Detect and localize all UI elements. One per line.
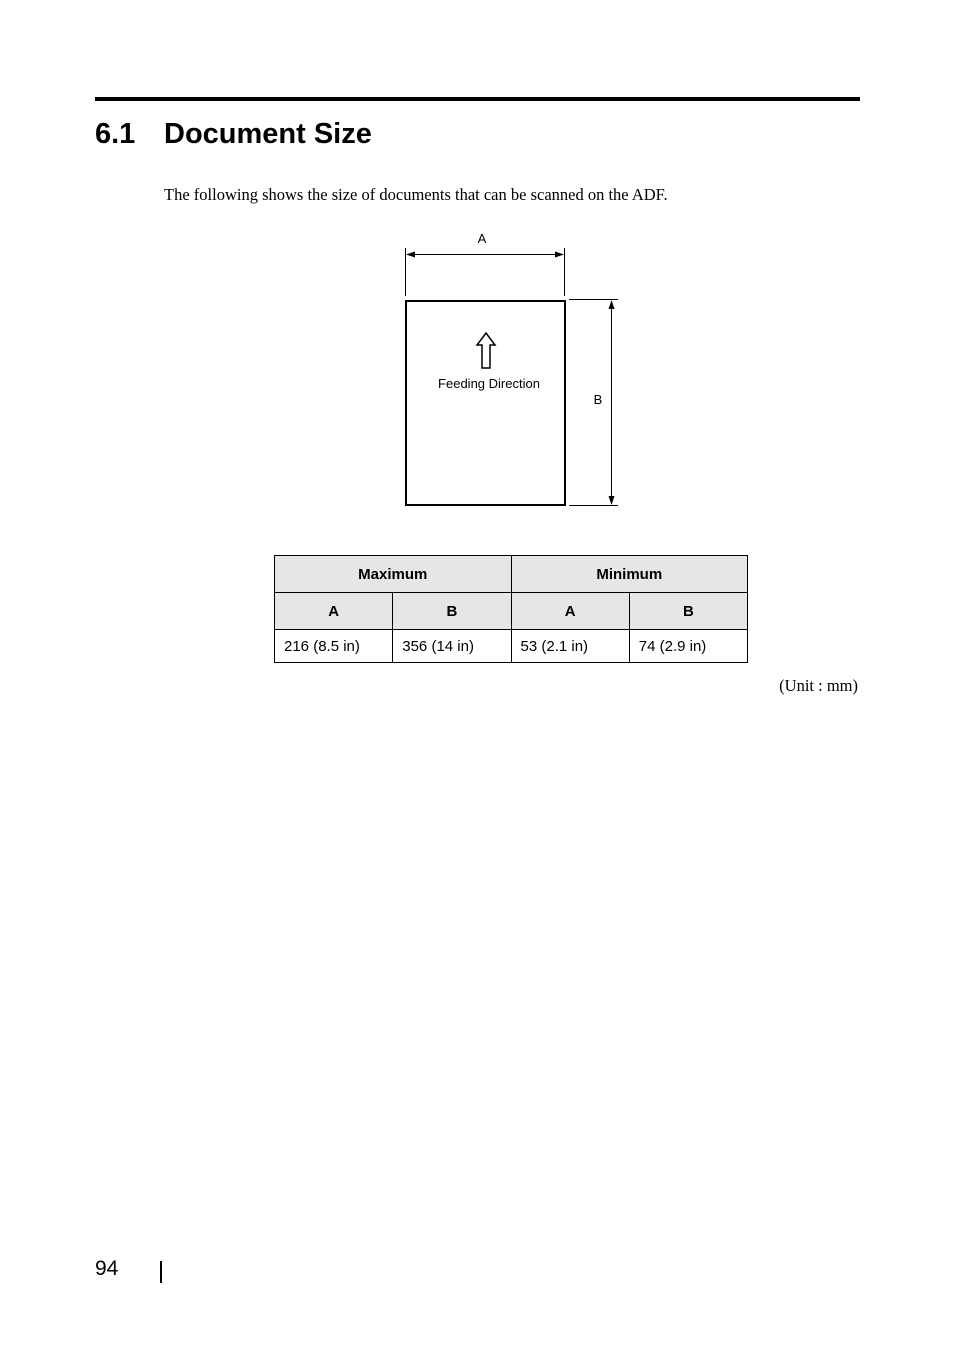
- header-maximum-a: A: [275, 593, 393, 630]
- cell-maximum-b: 356 (14 in): [393, 630, 511, 663]
- document-size-table: [274, 555, 748, 663]
- table-row: [275, 630, 748, 663]
- document-size-diagram: [395, 228, 635, 513]
- table-sub-header-row: [275, 593, 748, 630]
- section-heading: [95, 114, 372, 154]
- width-arrowhead-right: [555, 252, 564, 258]
- intro-paragraph: The following shows the size of documents that can be scanned on the ADF.: [164, 185, 668, 204]
- cell-minimum-b: 74 (2.9 in): [629, 630, 747, 663]
- header-maximum: Maximum: [275, 556, 512, 593]
- cell-minimum-a: 53 (2.1 in): [511, 630, 629, 663]
- length-arrowhead-top: [609, 300, 615, 309]
- header-minimum-b: B: [629, 593, 747, 630]
- section-title: Document Size: [164, 118, 372, 150]
- cell-maximum-a: 216 (8.5 in): [275, 630, 393, 663]
- section-top-rule: [95, 97, 860, 101]
- feeding-direction-label: Feeding Direction: [438, 376, 540, 391]
- page-number: 94: [95, 1257, 119, 1280]
- header-maximum-b: B: [393, 593, 511, 630]
- length-arrowhead-bottom: [609, 496, 615, 505]
- width-label: A: [477, 231, 487, 246]
- width-arrowhead-left: [406, 252, 415, 258]
- header-minimum: Minimum: [511, 556, 748, 593]
- document-sheet: [406, 301, 565, 505]
- section-number: 6.1: [95, 118, 136, 150]
- table-group-header-row: [275, 556, 748, 593]
- length-label: B: [593, 392, 603, 407]
- page-number-bar: [160, 1261, 162, 1283]
- header-minimum-a: A: [511, 593, 629, 630]
- unit-note: (Unit : mm): [779, 676, 858, 695]
